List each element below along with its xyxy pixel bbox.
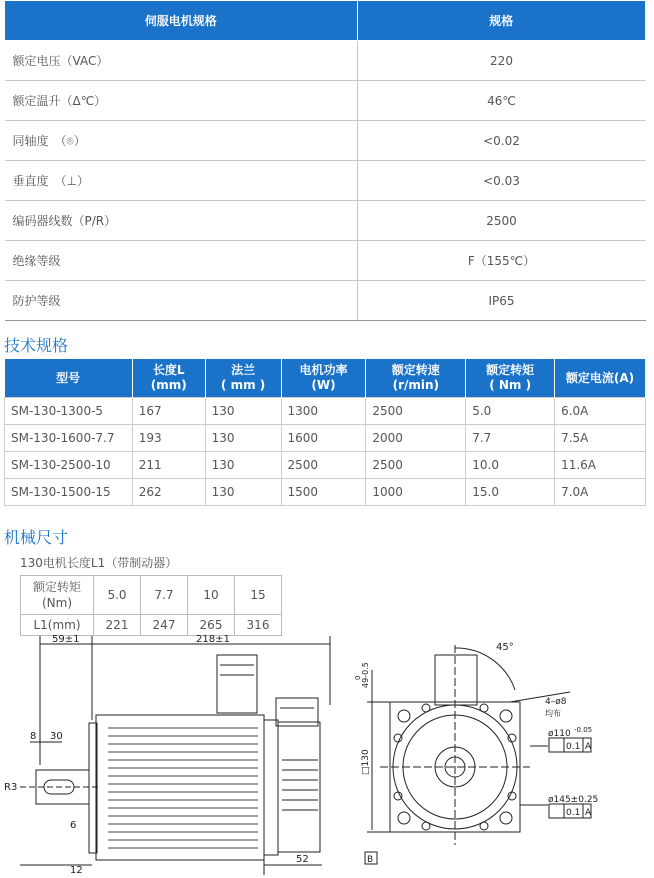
spec-row: [5, 121, 646, 161]
spec-key: 防护等级: [5, 281, 358, 321]
dim-130-label: □130: [361, 749, 371, 775]
spec-value: 2500: [357, 201, 646, 241]
cell-torque: 7.7: [466, 425, 555, 452]
dim-52-label: 52: [296, 854, 309, 865]
torque-value: 10: [188, 576, 235, 615]
cell-model: SM-130-1300-5: [5, 398, 133, 425]
l1-caption: 130电机长度L1（带制动器）: [20, 556, 178, 570]
holes-label: 4–ø8: [545, 697, 567, 707]
cell-model: SM-130-1600-7.7: [5, 425, 133, 452]
cell-speed: 2500: [366, 452, 466, 479]
cell-torque: 5.0: [466, 398, 555, 425]
cell-current: 6.0A: [555, 398, 646, 425]
cell-power: 2500: [281, 452, 366, 479]
cell-flange: 130: [205, 452, 281, 479]
cell-power: 1500: [281, 479, 366, 506]
l1-value: 221: [94, 615, 141, 636]
spec-row: [5, 161, 646, 201]
spec-value: <0.02: [357, 121, 646, 161]
spec-value: 220: [357, 41, 646, 81]
cell-current: 7.0A: [555, 479, 646, 506]
spec-key: 额定电压（VAC）: [5, 41, 358, 81]
spec-value: F（155℃）: [357, 241, 646, 281]
tol-value-2: 0.1: [566, 808, 581, 818]
datum-b-label: B: [367, 855, 374, 865]
cell-power: 1300: [281, 398, 366, 425]
tech-header-torque: 额定转矩 ( Nm ): [466, 359, 555, 398]
dim-49-top-label: 0: [354, 675, 362, 680]
spec-row: [5, 241, 646, 281]
cell-flange: 130: [205, 479, 281, 506]
cell-speed: 2000: [366, 425, 466, 452]
cell-length: 262: [132, 479, 205, 506]
table-row: [5, 479, 646, 506]
tech-header-flange: 法兰 ( mm ): [205, 359, 281, 398]
dim-r3-label: R3: [4, 782, 18, 793]
cell-length: 193: [132, 425, 205, 452]
cell-length: 167: [132, 398, 205, 425]
spec-key: 额定温升（Δ℃）: [5, 81, 358, 121]
dim-6-label: 6: [70, 820, 77, 831]
l1-value: 265: [188, 615, 235, 636]
spec-key: 编码器线数（P/R）: [5, 201, 358, 241]
cell-torque: 10.0: [466, 452, 555, 479]
table-row: [5, 452, 646, 479]
cell-flange: 130: [205, 398, 281, 425]
spec-row: [5, 41, 646, 81]
spec-header-row: [5, 1, 646, 41]
tech-header-power: 电机功率 (W): [281, 359, 366, 398]
spec-header-key: 伺服电机规格: [5, 1, 358, 41]
datum-a-2: A: [585, 808, 592, 818]
cell-speed: 2500: [366, 398, 466, 425]
dim-30-label: 30: [50, 731, 63, 742]
dim-49-label: 49-0.5: [361, 662, 370, 688]
tech-table: [4, 359, 646, 506]
torque-value: 5.0: [94, 576, 141, 615]
l1-value: 316: [235, 615, 282, 636]
torque-label: 额定转矩 (Nm): [21, 576, 94, 615]
torque-value: 15: [235, 576, 282, 615]
tech-header-current: 额定电流(A): [555, 359, 646, 398]
torque-value: 7.7: [141, 576, 188, 615]
datum-a-1: A: [585, 742, 592, 752]
dim-59-label: 59±1: [52, 634, 80, 645]
angle-45-label: 45°: [496, 642, 514, 653]
spec-header-value: 规格: [357, 1, 646, 41]
tech-section-title: 技术规格: [4, 336, 69, 355]
spec-row: [5, 201, 646, 241]
cell-model: SM-130-2500-10: [5, 452, 133, 479]
tech-header-model: 型号: [5, 359, 133, 398]
dim-12-label: 12: [70, 865, 83, 876]
spec-row: [5, 81, 646, 121]
spec-key: 同轴度 （⌾）: [5, 121, 358, 161]
spec-table: [4, 0, 646, 321]
spec-value: IP65: [357, 281, 646, 321]
cell-current: 7.5A: [555, 425, 646, 452]
spec-value: 46℃: [357, 81, 646, 121]
dim-8-label: 8: [30, 731, 37, 742]
dim-218-label: 218±1: [196, 634, 230, 645]
cell-speed: 1000: [366, 479, 466, 506]
spec-value: <0.03: [357, 161, 646, 201]
d110-label: ø110: [548, 729, 571, 739]
tech-header-row: [5, 359, 646, 398]
cell-length: 211: [132, 452, 205, 479]
tech-header-length: 长度L (mm): [132, 359, 205, 398]
l1-table: [20, 575, 282, 636]
motor-drawing: [0, 630, 654, 878]
spec-row: [5, 281, 646, 321]
table-row: [5, 425, 646, 452]
cell-flange: 130: [205, 425, 281, 452]
tol-value-1: 0.1: [566, 742, 581, 752]
d110-tol-label: -0.05: [574, 726, 593, 734]
mech-section-title: 机械尺寸: [4, 528, 69, 547]
cell-current: 11.6A: [555, 452, 646, 479]
l1-label: L1(mm): [21, 615, 94, 636]
cell-power: 1600: [281, 425, 366, 452]
cell-torque: 15.0: [466, 479, 555, 506]
spec-key: 垂直度 （⊥）: [5, 161, 358, 201]
holes-sub-label: 均布: [545, 709, 561, 718]
d145-label: ø145±0.25: [548, 795, 599, 805]
tech-header-speed: 额定转速 (r/min): [366, 359, 466, 398]
l1-value: 247: [141, 615, 188, 636]
l1-torque-row: [21, 576, 282, 615]
table-row: [5, 398, 646, 425]
spec-key: 绝缘等级: [5, 241, 358, 281]
cell-model: SM-130-1500-15: [5, 479, 133, 506]
